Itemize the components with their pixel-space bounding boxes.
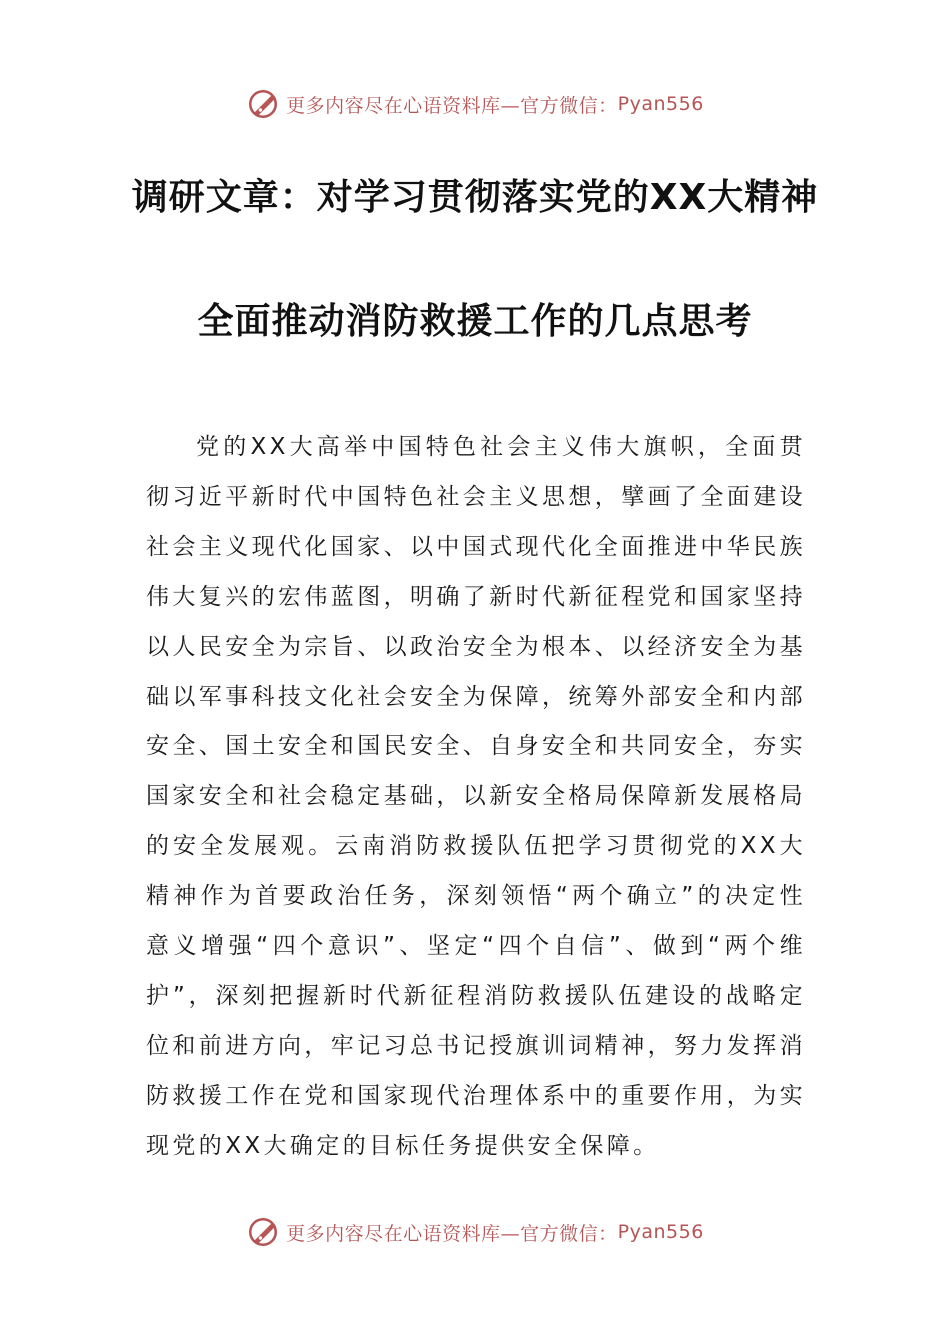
watermark-banner-bottom: [0, 1212, 950, 1252]
body-paragraph: 党的XX大高举中国特色社会主义伟大旗帜，全面贯彻习近平新时代中国特色社会主义思想，擘画了全面建设社会主义现代化国家、以中国式现代化全面推进中华民族伟大复兴的宏伟蓝图，明确了新时代新征程党和国家坚持以人民安全为宗旨、以政治安全为根本、以经济安全为基础以军事科技文化社会安全为保障，统筹外部安全和内部安全、国土安全和国民安全、自身安全和共同安全，夯实国家安全和社会稳定基础，以新安全格局保障新发展格局的安全发展观。云南消防救援队伍把学习贯彻党的XX大精神作为首要政治任务，深刻领悟“两个确立”的决定性意义增强“四个意识”、坚定“四个自信”、做到“两个维护”，深刻把握新时代新征程消防救援队伍建设的战略定位和前进方向，牢记习总书记授旗训词精神，努力发挥消防救援工作在党和国家现代治理体系中的重要作用，为实现党的XX大确定的目标任务提供安全保障。: [146, 434, 806, 1159]
pen-nib-logo-icon: [246, 87, 280, 121]
watermark-banner-top: [0, 84, 950, 124]
watermark-label: 更多内容尽在心语资料库—官方微信：: [286, 1222, 618, 1245]
pen-nib-logo-icon: [246, 1215, 280, 1249]
document-title-line-1: 调研文章：对学习贯彻落实党的XX大精神: [131, 177, 819, 218]
watermark-contact: Pyan556: [617, 1221, 704, 1243]
watermark-contact: Pyan556: [617, 93, 704, 115]
document-title-line-2: 全面推动消防救援工作的几点思考: [197, 301, 753, 342]
watermark-label: 更多内容尽在心语资料库—官方微信：: [286, 94, 618, 117]
